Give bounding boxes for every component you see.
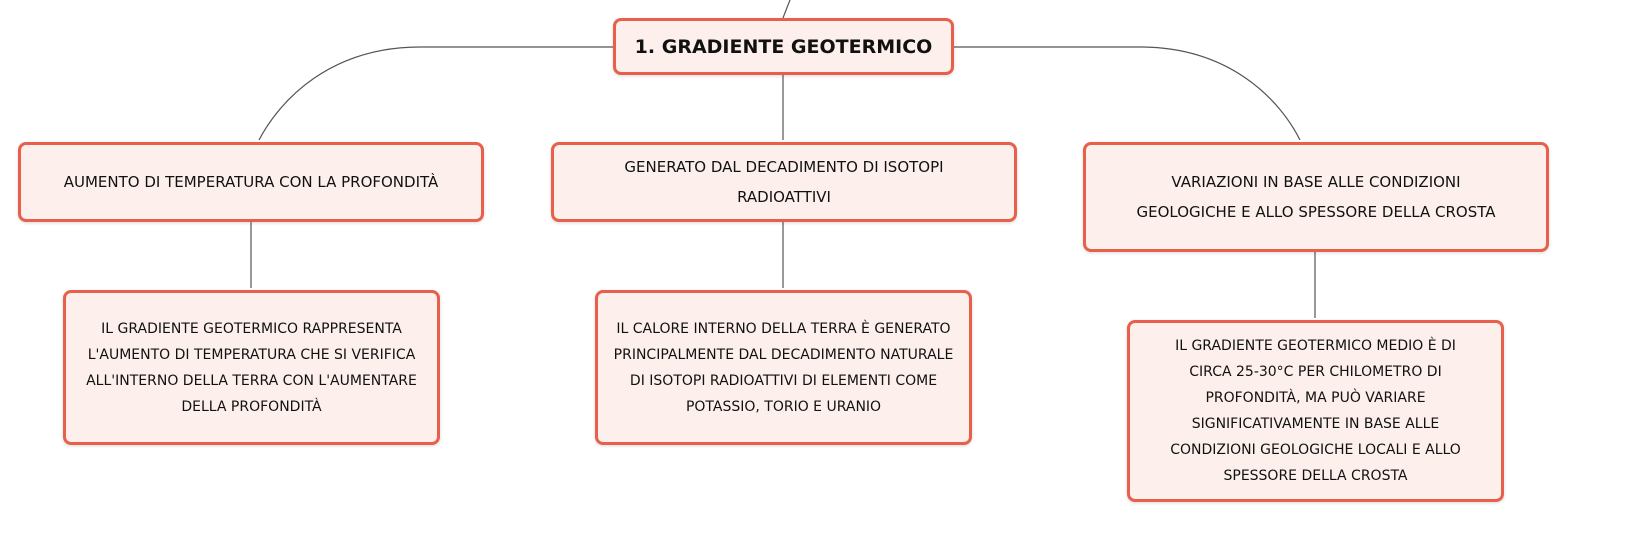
connector-root-branch-1: [259, 47, 613, 140]
leaf-text: IL GRADIENTE GEOTERMICO MEDIO È DI CIRCA 25-30°C PER CHILOMETRO DI PROFONDITÀ, MA PUÒ VARIARE SIGNIFICATIVAMENTE IN BASE ALLE CONDIZIONI GEOLOGICHE LOCALI E ALLO SPESSORE DELLA CROSTA: [1170, 338, 1461, 484]
branch-node-3[interactable]: [1083, 142, 1549, 252]
leaf-text: IL CALORE INTERNO DELLA TERRA È GENERATO PRINCIPALMENTE DAL DECADIMENTO NATURALE DI ISOTOPI RADIOATTIVI DI ELEMENTI COME POTASSIO, TORIO E URANIO: [613, 320, 954, 415]
branch-node-2[interactable]: [551, 142, 1017, 222]
branch-label: GENERATO DAL DECADIMENTO DI ISOTOPI RADIOATTIVI: [624, 158, 944, 206]
root-label: 1. GRADIENTE GEOTERMICO: [634, 35, 933, 58]
connector-root-branch-3: [954, 47, 1300, 140]
leaf-node-1[interactable]: [63, 290, 440, 445]
branch-node-1[interactable]: [18, 142, 484, 222]
branch-label: VARIAZIONI IN BASE ALLE CONDIZIONI GEOLOGICHE E ALLO SPESSORE DELLA CROSTA: [1136, 173, 1496, 221]
connector-parent: [783, 0, 790, 18]
leaf-node-2[interactable]: [595, 290, 972, 445]
root-node[interactable]: [613, 18, 954, 75]
branch-label: AUMENTO DI TEMPERATURA CON LA PROFONDITÀ: [63, 173, 439, 191]
leaf-text: IL GRADIENTE GEOTERMICO RAPPRESENTA L'AUMENTO DI TEMPERATURA CHE SI VERIFICA ALL'INTERNO DELLA TERRA CON L'AUMENTARE DELLA PROFONDITÀ: [86, 320, 417, 415]
leaf-node-3[interactable]: [1127, 320, 1504, 502]
